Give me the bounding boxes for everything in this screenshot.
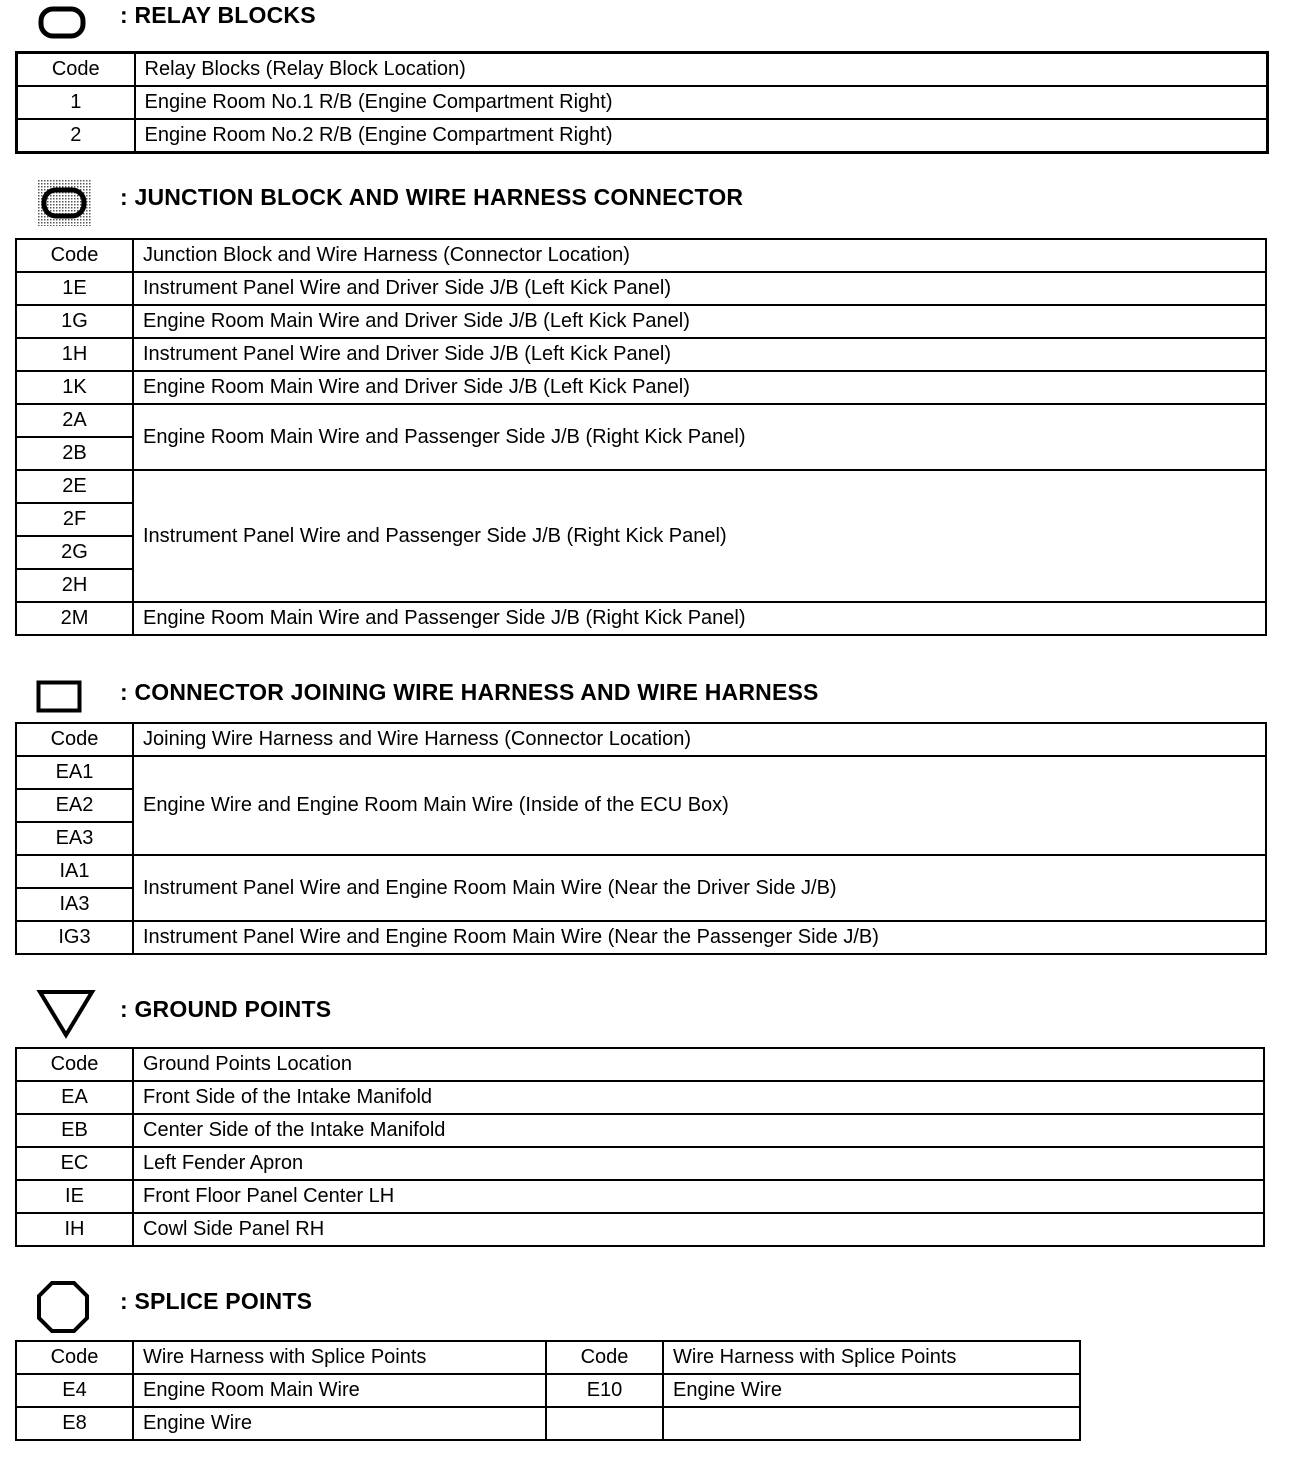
table-row (16, 756, 1266, 789)
table-row (16, 1081, 1264, 1114)
octagon-icon (36, 1280, 90, 1334)
code-cell: 2A (16, 404, 133, 437)
relay-blocks-title: : RELAY BLOCKS (120, 2, 316, 28)
table-header-row (16, 1341, 1080, 1374)
desc-cell: Engine Wire and Engine Room Main Wire (Inside of the ECU Box) (133, 756, 1266, 855)
table-row (16, 1213, 1264, 1246)
desc-header: Wire Harness with Splice Points (663, 1341, 1080, 1374)
code-cell: 2G (16, 536, 133, 569)
code-cell: 1H (16, 338, 133, 371)
table-row (16, 602, 1266, 635)
table-row (16, 272, 1266, 305)
desc-header: Ground Points Location (133, 1048, 1264, 1081)
code-header: Code (546, 1341, 663, 1374)
desc-cell: Engine Wire (133, 1407, 546, 1440)
code-cell: EA2 (16, 789, 133, 822)
code-cell: 2H (16, 569, 133, 602)
table-row (16, 1407, 1080, 1440)
code-cell: E8 (16, 1407, 133, 1440)
code-cell: EB (16, 1114, 133, 1147)
desc-cell: Front Side of the Intake Manifold (133, 1081, 1264, 1114)
code-header: Code (16, 1341, 133, 1374)
table-header-row (17, 53, 1268, 87)
desc-cell: Instrument Panel Wire and Passenger Side J/B (Right Kick Panel) (133, 470, 1266, 602)
table-row (16, 371, 1266, 404)
code-cell: EA (16, 1081, 133, 1114)
code-cell: 2 (17, 119, 135, 153)
code-cell: IG3 (16, 921, 133, 954)
table-row (16, 1147, 1264, 1180)
table-row (16, 338, 1266, 371)
desc-cell: Engine Wire (663, 1374, 1080, 1407)
junction-block-table (15, 238, 1267, 636)
code-cell: 1 (17, 86, 135, 119)
code-header: Code (16, 723, 133, 756)
desc-cell: Engine Room No.2 R/B (Engine Compartment Right) (135, 119, 1268, 153)
table-row (16, 1180, 1264, 1213)
code-header: Code (16, 1048, 133, 1081)
code-cell: 2F (16, 503, 133, 536)
junction-block-title: : JUNCTION BLOCK AND WIRE HARNESS CONNECTOR (120, 184, 744, 210)
table-row (16, 470, 1266, 503)
desc-cell: Engine Room No.1 R/B (Engine Compartment Right) (135, 86, 1268, 119)
code-cell: E4 (16, 1374, 133, 1407)
table-row (17, 86, 1268, 119)
code-cell: 1K (16, 371, 133, 404)
code-header: Code (17, 53, 135, 87)
code-cell: EA1 (16, 756, 133, 789)
splice-points-title: : SPLICE POINTS (120, 1288, 313, 1314)
triangle-down-icon (36, 988, 96, 1040)
desc-cell (663, 1407, 1080, 1440)
code-cell: 2B (16, 437, 133, 470)
code-cell: E10 (546, 1374, 663, 1407)
table-header-row (16, 1048, 1264, 1081)
code-cell: EA3 (16, 822, 133, 855)
code-cell: 1E (16, 272, 133, 305)
table-row (17, 119, 1268, 153)
code-cell (546, 1407, 663, 1440)
code-cell: EC (16, 1147, 133, 1180)
rounded-rectangle-icon (38, 6, 88, 40)
table-row (16, 1114, 1264, 1147)
table-header-row (16, 239, 1266, 272)
desc-cell: Engine Room Main Wire and Passenger Side J/B (Right Kick Panel) (133, 602, 1266, 635)
code-header: Code (16, 239, 133, 272)
desc-header: Joining Wire Harness and Wire Harness (Connector Location) (133, 723, 1266, 756)
ground-points-table (15, 1047, 1265, 1247)
table-row (16, 921, 1266, 954)
code-cell: IE (16, 1180, 133, 1213)
shaded-rounded-rectangle-icon (38, 180, 94, 228)
desc-cell: Instrument Panel Wire and Driver Side J/B (Left Kick Panel) (133, 272, 1266, 305)
code-cell: 2M (16, 602, 133, 635)
splice-points-table (15, 1340, 1081, 1441)
desc-cell: Instrument Panel Wire and Driver Side J/B (Left Kick Panel) (133, 338, 1266, 371)
connector-title: : CONNECTOR JOINING WIRE HARNESS AND WIRE HARNESS (120, 679, 819, 705)
desc-cell: Engine Room Main Wire (133, 1374, 546, 1407)
desc-cell: Cowl Side Panel RH (133, 1213, 1264, 1246)
desc-cell: Engine Room Main Wire and Passenger Side J/B (Right Kick Panel) (133, 404, 1266, 470)
relay-blocks-table (15, 51, 1269, 154)
connector-table (15, 722, 1267, 955)
code-cell: 2E (16, 470, 133, 503)
ground-points-title: : GROUND POINTS (120, 996, 332, 1022)
code-cell: IA1 (16, 855, 133, 888)
table-row (16, 1374, 1080, 1407)
desc-header: Relay Blocks (Relay Block Location) (135, 53, 1268, 87)
table-row (16, 855, 1266, 888)
desc-header: Junction Block and Wire Harness (Connector Location) (133, 239, 1266, 272)
code-cell: IH (16, 1213, 133, 1246)
desc-cell: Left Fender Apron (133, 1147, 1264, 1180)
desc-cell: Instrument Panel Wire and Engine Room Main Wire (Near the Driver Side J/B) (133, 855, 1266, 921)
code-cell: IA3 (16, 888, 133, 921)
desc-cell: Center Side of the Intake Manifold (133, 1114, 1264, 1147)
table-row (16, 404, 1266, 437)
desc-cell: Instrument Panel Wire and Engine Room Main Wire (Near the Passenger Side J/B) (133, 921, 1266, 954)
desc-header: Wire Harness with Splice Points (133, 1341, 546, 1374)
desc-cell: Engine Room Main Wire and Driver Side J/B (Left Kick Panel) (133, 371, 1266, 404)
rectangle-icon (36, 680, 84, 714)
table-header-row (16, 723, 1266, 756)
desc-cell: Engine Room Main Wire and Driver Side J/B (Left Kick Panel) (133, 305, 1266, 338)
code-cell: 1G (16, 305, 133, 338)
desc-cell: Front Floor Panel Center LH (133, 1180, 1264, 1213)
table-row (16, 305, 1266, 338)
